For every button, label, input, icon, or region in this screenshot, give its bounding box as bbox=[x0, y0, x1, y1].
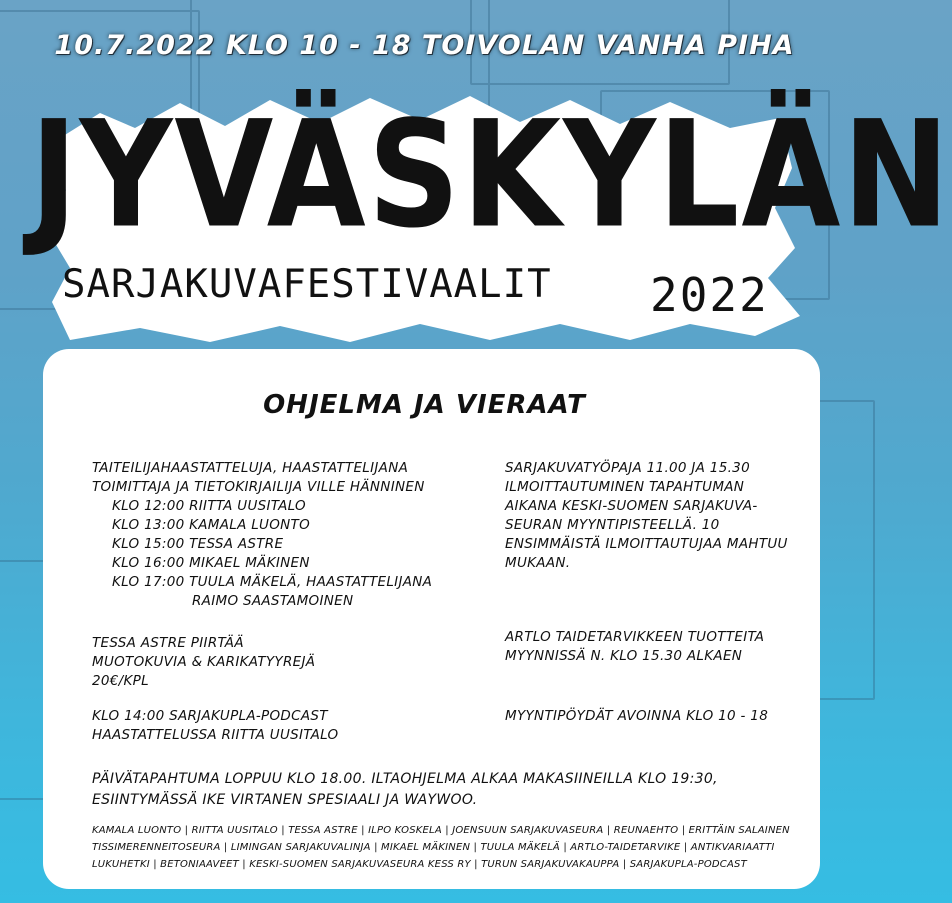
artlo-line-2: MYYNNISSÄ N. KLO 15.30 ALKAEN bbox=[505, 648, 743, 664]
workshop-block bbox=[505, 459, 788, 573]
festival-year: 2022 bbox=[650, 268, 769, 322]
interview-slot: KLO 12:00 RIITTA UUSITALO bbox=[112, 498, 306, 514]
guest-list-line-3: LUKUHETKI | BETONIAAVEET | KESKI-SUOMEN SARJAKUVASEURA KESS RY | TURUN SARJAKUVAKAUPPA | SARJAKUPLA-PODCAST bbox=[92, 859, 747, 870]
workshop-line-2: ILMOITTAUTUMINEN TAPAHTUMAN bbox=[505, 479, 745, 495]
workshop-line-1: SARJAKUVATYÖPAJA 11.00 JA 15.30 bbox=[505, 460, 750, 476]
interviews-intro-1: TAITEILIJAHAASTATTELUJA, HAASTATTELIJANA bbox=[92, 460, 409, 476]
evening-block bbox=[92, 769, 718, 811]
interviews-intro-2: TOIMITTAJA JA TIETOKIRJAILIJA VILLE HÄNNINEN bbox=[92, 479, 425, 495]
workshop-line-4: SEURAN MYYNTIPISTEELLÄ. 10 bbox=[505, 517, 720, 533]
workshop-line-3: AIKANA KESKI-SUOMEN SARJAKUVA- bbox=[505, 498, 758, 514]
interview-slot: KLO 13:00 KAMALA LUONTO bbox=[112, 517, 310, 533]
program-heading: OHJELMA JA VIERAAT bbox=[263, 390, 586, 420]
evening-line-1: PÄIVÄTAPAHTUMA LOPPUU KLO 18.00. ILTAOHJELMA ALKAA MAKASIINEILLA KLO 19:30, bbox=[92, 771, 718, 787]
interview-slot: KLO 17:00 TUULA MÄKELÄ, HAASTATTELIJANA bbox=[112, 574, 433, 590]
interview-slot-continued: RAIMO SAASTAMOINEN bbox=[192, 593, 354, 609]
interview-slot: KLO 16:00 MIKAEL MÄKINEN bbox=[112, 555, 310, 571]
sales-tables-line: MYYNTIPÖYDÄT AVOINNA KLO 10 - 18 bbox=[505, 708, 769, 724]
workshop-line-6: MUKAAN. bbox=[505, 555, 571, 571]
evening-line-2: ESIINTYMÄSSÄ IKE VIRTANEN SPESIAALI JA WAYWOO. bbox=[92, 792, 478, 808]
guest-list-line-2: TISSIMERENNEITOSEURA | LIMINGAN SARJAKUVALINJA | MIKAEL MÄKINEN | TUULA MÄKELÄ | ARTLO-TAIDETARVIKE | ANTIKVARIAATTI bbox=[92, 842, 775, 853]
interviews-block bbox=[92, 459, 432, 611]
drawing-line-1: TESSA ASTRE PIIRTÄÄ bbox=[92, 635, 244, 651]
artlo-block bbox=[505, 628, 764, 666]
podcast-block bbox=[92, 707, 338, 745]
podcast-line-1: KLO 14:00 SARJAKUPLA-PODCAST bbox=[92, 708, 328, 724]
sales-tables-block bbox=[505, 707, 768, 726]
guest-list-line-1: KAMALA LUONTO | RIITTA UUSITALO | TESSA ASTRE | ILPO KOSKELA | JOENSUUN SARJAKUVASEURA | REUNAEHTO | ERITTÄIN SALAINEN bbox=[92, 825, 790, 836]
drawing-block bbox=[92, 634, 315, 691]
drawing-price: 20€/KPL bbox=[92, 673, 149, 689]
interview-slot: KLO 15:00 TESSA ASTRE bbox=[112, 536, 284, 552]
festival-title: JYVÄSKYLÄN bbox=[30, 89, 952, 262]
guest-list bbox=[92, 822, 792, 873]
drawing-line-2: MUOTOKUVIA & KARIKATYYREJÄ bbox=[92, 654, 316, 670]
workshop-line-5: ENSIMMÄISTÄ ILMOITTAUTUJAA MAHTUU bbox=[505, 536, 788, 552]
event-date-location: 10.7.2022 KLO 10 - 18 TOIVOLAN VANHA PIHA bbox=[54, 30, 795, 61]
festival-subtitle: SARJAKUVAFESTIVAALIT bbox=[62, 262, 552, 307]
artlo-line-1: ARTLO TAIDETARVIKKEEN TUOTTEITA bbox=[505, 629, 765, 645]
podcast-line-2: HAASTATTELUSSA RIITTA UUSITALO bbox=[92, 727, 339, 743]
